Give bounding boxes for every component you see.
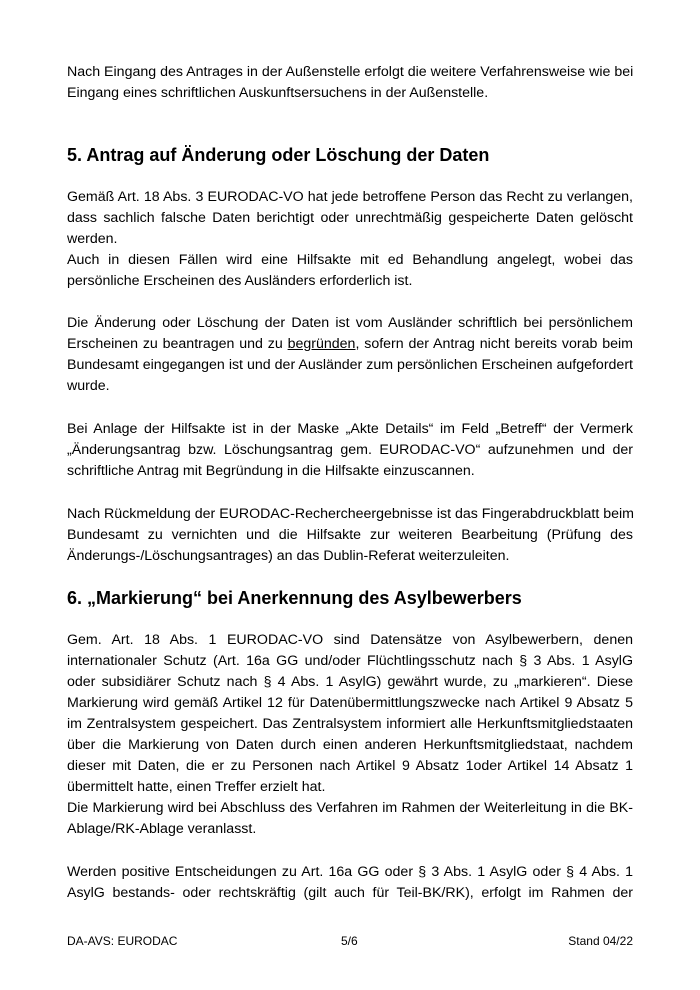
text-fragment: , sofern der Antrag nicht bereits vorab beim (355, 336, 633, 352)
text-line: dieser mit Daten, die er zu Personen nach Artikel 9 Absatz 1oder Artikel 14 Absatz 1 (67, 758, 633, 774)
text-line: Gemäß Art. 18 Abs. 3 EURODAC-VO hat jede betroffene Person das Recht zu verlangen, (67, 189, 633, 205)
text-line: AsylG bestands- oder rechtskräftig (gilt auch für Teil-BK/RK), erfolgt im Rahmen der (67, 885, 633, 901)
text-line (67, 334, 633, 355)
text-line: Auch in diesen Fällen wird eine Hilfsakte mit ed Behandlung angelegt, wobei das (67, 252, 633, 268)
text-line: über die Markierung von Daten durch einen anderen Herkunftsmitgliedstaat, nachdem (67, 737, 633, 753)
section-6-heading: 6. „Markierung“ bei Anerkennung des Asylbewerbers (67, 588, 522, 608)
text-line: übermittelt hatte, einen Treffer erzielt hat. (67, 779, 326, 795)
text-line: Werden positive Entscheidungen zu Art. 16a GG oder § 3 Abs. 1 AsylG oder § 4 Abs. 1 (67, 864, 633, 880)
text-line: dass sachlich falsche Daten berichtigt oder unrechtmäßig gespeicherte Daten gelöscht (67, 210, 633, 226)
text-line: werden. (67, 231, 118, 247)
intro-paragraph (67, 62, 633, 104)
text-line: Bei Anlage der Hilfsakte ist in der Maske „Akte Details“ im Feld „Betreff“ der Vermerk (67, 421, 633, 437)
text-line: Die Markierung wird bei Abschluss des Verfahren im Rahmen der Weiterleitung in die BK- (67, 800, 633, 816)
text-line: Gem. Art. 18 Abs. 1 EURODAC-VO sind Datensätze von Asylbewerbern, denen (67, 632, 633, 648)
footer-document-id: DA-AVS: EURODAC (67, 934, 178, 948)
underlined-word: begründen (287, 336, 356, 352)
text-line: schriftliche Antrag mit Begründung in die Hilfsakte einzuscannen. (67, 463, 475, 479)
footer-version: Stand 04/22 (568, 934, 633, 948)
text-line: wurde. (67, 378, 110, 394)
section-5-paragraph-2 (67, 313, 633, 397)
section-5-heading: 5. Antrag auf Änderung oder Löschung der Daten (67, 145, 490, 165)
section-6-paragraph-2 (67, 862, 633, 904)
document-page (67, 0, 633, 990)
text-line: Bundesamt eingegangen ist und der Ausländer zum persönlichen Erscheinen aufgefordert (67, 357, 633, 373)
text-line: im Zentralsystem gespeichert. Das Zentralsystem informiert alle Herkunftsmitgliedstaaten (67, 716, 633, 732)
text-line: „Änderungsantrag bzw. Löschungsantrag gem. EURODAC-VO“ aufzunehmen und der (67, 442, 633, 458)
text-line: Markierung wird gemäß Artikel 12 für Datenübermittlungszwecke nach Artikel 9 Absatz 5 (67, 695, 633, 711)
text-line: Eingang eines schriftlichen Auskunftsersuchens in der Außenstelle. (67, 85, 489, 101)
text-line: Änderungs-/Löschungsantrages) an das Dublin-Referat weiterzuleiten. (67, 548, 510, 564)
text-line: Die Änderung oder Löschung der Daten ist vom Ausländer schriftlich bei persönlichem (67, 315, 633, 331)
text-line: Nach Eingang des Antrages in der Außenstelle erfolgt die weitere Verfahrensweise wie bei (67, 64, 634, 80)
page-footer (67, 934, 633, 950)
text-fragment: Erscheinen zu beantragen und zu (67, 336, 288, 352)
text-line: Bundesamt zu vernichten und die Hilfsakte zur weiteren Bearbeitung (Prüfung des (67, 527, 633, 543)
section-5-paragraph-4 (67, 504, 633, 567)
text-line: internationaler Schutz (Art. 16a GG und/oder Flüchtlingsschutz nach § 3 Abs. 1 AsylG (67, 653, 633, 669)
footer-page-number: 5/6 (341, 934, 358, 948)
section-6-paragraph-1 (67, 630, 633, 840)
text-line: persönliche Erscheinen des Ausländers erforderlich ist. (67, 273, 413, 289)
section-5-paragraph-3 (67, 419, 633, 482)
text-line: Ablage/RK-Ablage veranlasst. (67, 821, 257, 837)
text-line: Nach Rückmeldung der EURODAC-Rechercheergebnisse ist das Fingerabdruckblatt beim (67, 506, 634, 522)
text-line: oder subsidiärer Schutz nach § 4 Abs. 1 AsylG) gewährt wurde, zu „markieren“. Diese (67, 674, 633, 690)
section-5-paragraph-1 (67, 187, 633, 292)
